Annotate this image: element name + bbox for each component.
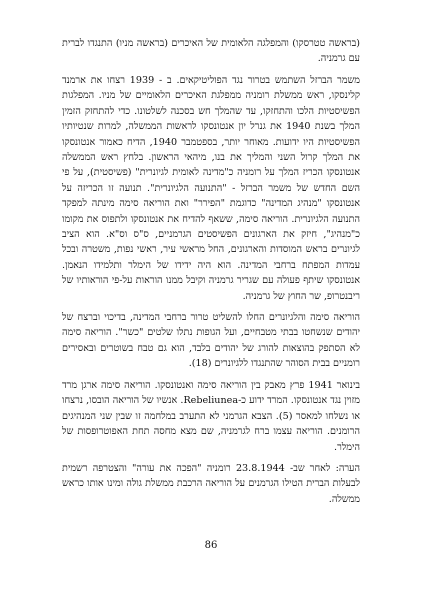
paragraph-1: (בראשה טטרסקו) והמפלגה הלאומית של האיכרים (בראשה מניו) התנגדו לברית עם גרמניה. <box>62 38 360 65</box>
paragraph-3: הוריאה סימה והלגיונרים החלו להשליט טרור ברחבי המדינה, בדיכוי וברצח של יהודים שנשחטו בבתי מטבחיים, ועל הגופות נתלו שלטים "כשר". הוריאה סימה לא הסתפק בהוצאות להורג של יהודים בלבד, הוא גם טבח בשוטרים ובאסירים רומניים בבית הסוהר שהתנגדו ללגיונרים (18). <box>62 312 360 370</box>
page-number: 86 <box>204 540 218 551</box>
paragraph-2: משמר הברזל השתמש בטרור נגד הפוליטיקאים. ב - 1939 רצחו את ארמנד קלינסקו, ראש ממשלת רומניה ממפלגת האיכרים הלאומיים של מניו. המפלגות הפשיסטיות הלכו והתחזקו, עד שהמלך חש בסכנה לשלטונו. כדי להתחזק הזמין המלך בשנת 1940 את גנרל יון אנטונסקו לראשות הממשלה, למרות שנטיותיו הפשיסטיות היו ידועות. מאוחר יותר, בספטמבר 1940, הדיח כאמור אנטונסקו את המלך קרול השני והמליך את בנו, מיהאי הראשון. בלחץ ראש הממשלה אנטונסקו הכריז המלך על רומניה כ"מדינה לאומית לגיונרית" (פשיסטית), על פי השם החדש של משמר הברזל - "התנועה הלגיונרית". תנועה זו הכריזה על אנטונסקו "מנהיג המדינה" כדוגמת "הפירר" ואת הוריאה סימה מינתה למפקד התנועה הלגיונרית. הוריאה סימה, ששאף להדיח את אנטונסקו ולתפוס את מקומו כ"מנהיג", חיזק את הארגונים הפשיסטים הגרמניים, ס"ס וס"א. הוא הציב לגיונרים בראש המוסדות והארגונים, החל מראשי עיר, ראשי נפות, משטרה ובכל עמדות המפתח ברחבי המדינה. הוא היה ידידו של הימלר ותלמידו הנאמן. אנטונסקו שיתף פעולה עם שגריר גרמניה וקיבל ממנו הוראות על-פי הוראותיו של ריבנטרופ, שר החוץ של גרמניה. <box>62 75 360 302</box>
paragraph-4: בינואר 1941 פרץ מאבק בין הוריאה סימה ואנטונסקו. הוריאה סימה ארגן מרד מזוין נגד אנטונסקו. המרד ידוע כ-Rebeliunea. אנשיו של הוריאה הובסו, נרצחו או נשלחו למאסר (5). הצבא הגרמני לא התערב במלחמה זו שבין שני המנהיגים הרומנים. הוריאה עצמו ברח לגרמניה, שם מצא מחסה תחת האפוטרופסות של הימלר. <box>62 380 360 453</box>
paragraph-5: הערה: לאחר שב- 23.8.1944 רומניה "הפכה את עורה" והצטרפה רשמית לבעלות הברית הטילו הגרמנים על הוריאה הרכבת ממשלת גולה ומינו אותו כראש ממשלה. <box>62 463 360 505</box>
